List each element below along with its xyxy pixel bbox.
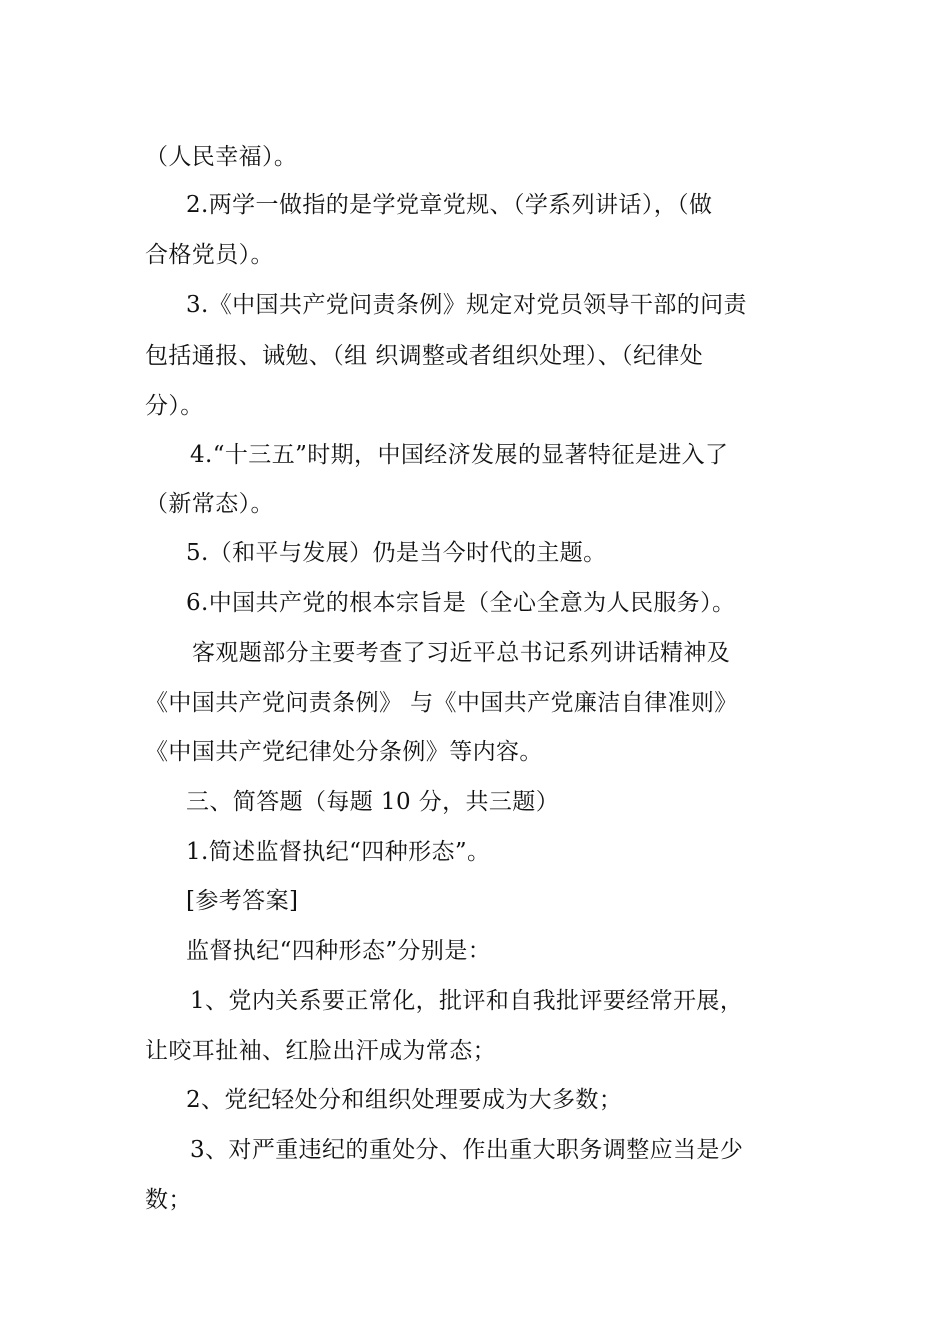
text-line: 3.《中国共产党问责条例》规定对党员领导干部的问责: [186, 292, 747, 318]
text-line: （新常态）。: [145, 491, 274, 517]
text-line: 让咬耳扯袖、红脸出汗成为常态；: [145, 1038, 496, 1064]
text-line: 3、对严重违纪的重处分、作出重大职务调整应当是少: [190, 1137, 744, 1163]
question-title: 1.简述监督执纪“四种形态”。: [186, 839, 491, 865]
answer-label: [参考答案]: [186, 888, 299, 914]
text-line: 2、党纪轻处分和组织处理要成为大多数；: [186, 1087, 623, 1113]
text-line: 5.（和平与发展）仍是当今时代的主题。: [186, 540, 607, 566]
text-line: （人民幸福）。: [145, 144, 298, 170]
text-line: 客观题部分主要考查了习近平总书记系列讲话精神及: [192, 640, 731, 666]
text-line: 监督执纪“四种形态”分别是：: [186, 938, 492, 964]
text-line: 数；: [145, 1187, 192, 1213]
text-line: 分）。: [145, 393, 204, 419]
text-line: 包括通报、诫勉、（组 织调整或者组织处理）、（纪律处: [145, 343, 704, 369]
text-line: 《中国共产党问责条例》 与《中国共产党廉洁自律准则》: [145, 690, 738, 716]
text-line: 2.两学一做指的是学党章党规、（学系列讲话），（做: [186, 192, 713, 218]
section-heading: 三、简答题（每题 10 分，共三题）: [186, 789, 560, 815]
text-line: 1、党内关系要正常化，批评和自我批评要经常开展，: [190, 988, 744, 1014]
text-line: 6.中国共产党的根本宗旨是（全心全意为人民服务）。: [186, 590, 736, 616]
text-line: 合格党员）。: [145, 242, 274, 268]
text-line: 4.“十三五”时期，中国经济发展的显著特征是进入了: [190, 442, 729, 468]
text-line: 《中国共产党纪律处分条例》等内容。: [145, 739, 543, 765]
